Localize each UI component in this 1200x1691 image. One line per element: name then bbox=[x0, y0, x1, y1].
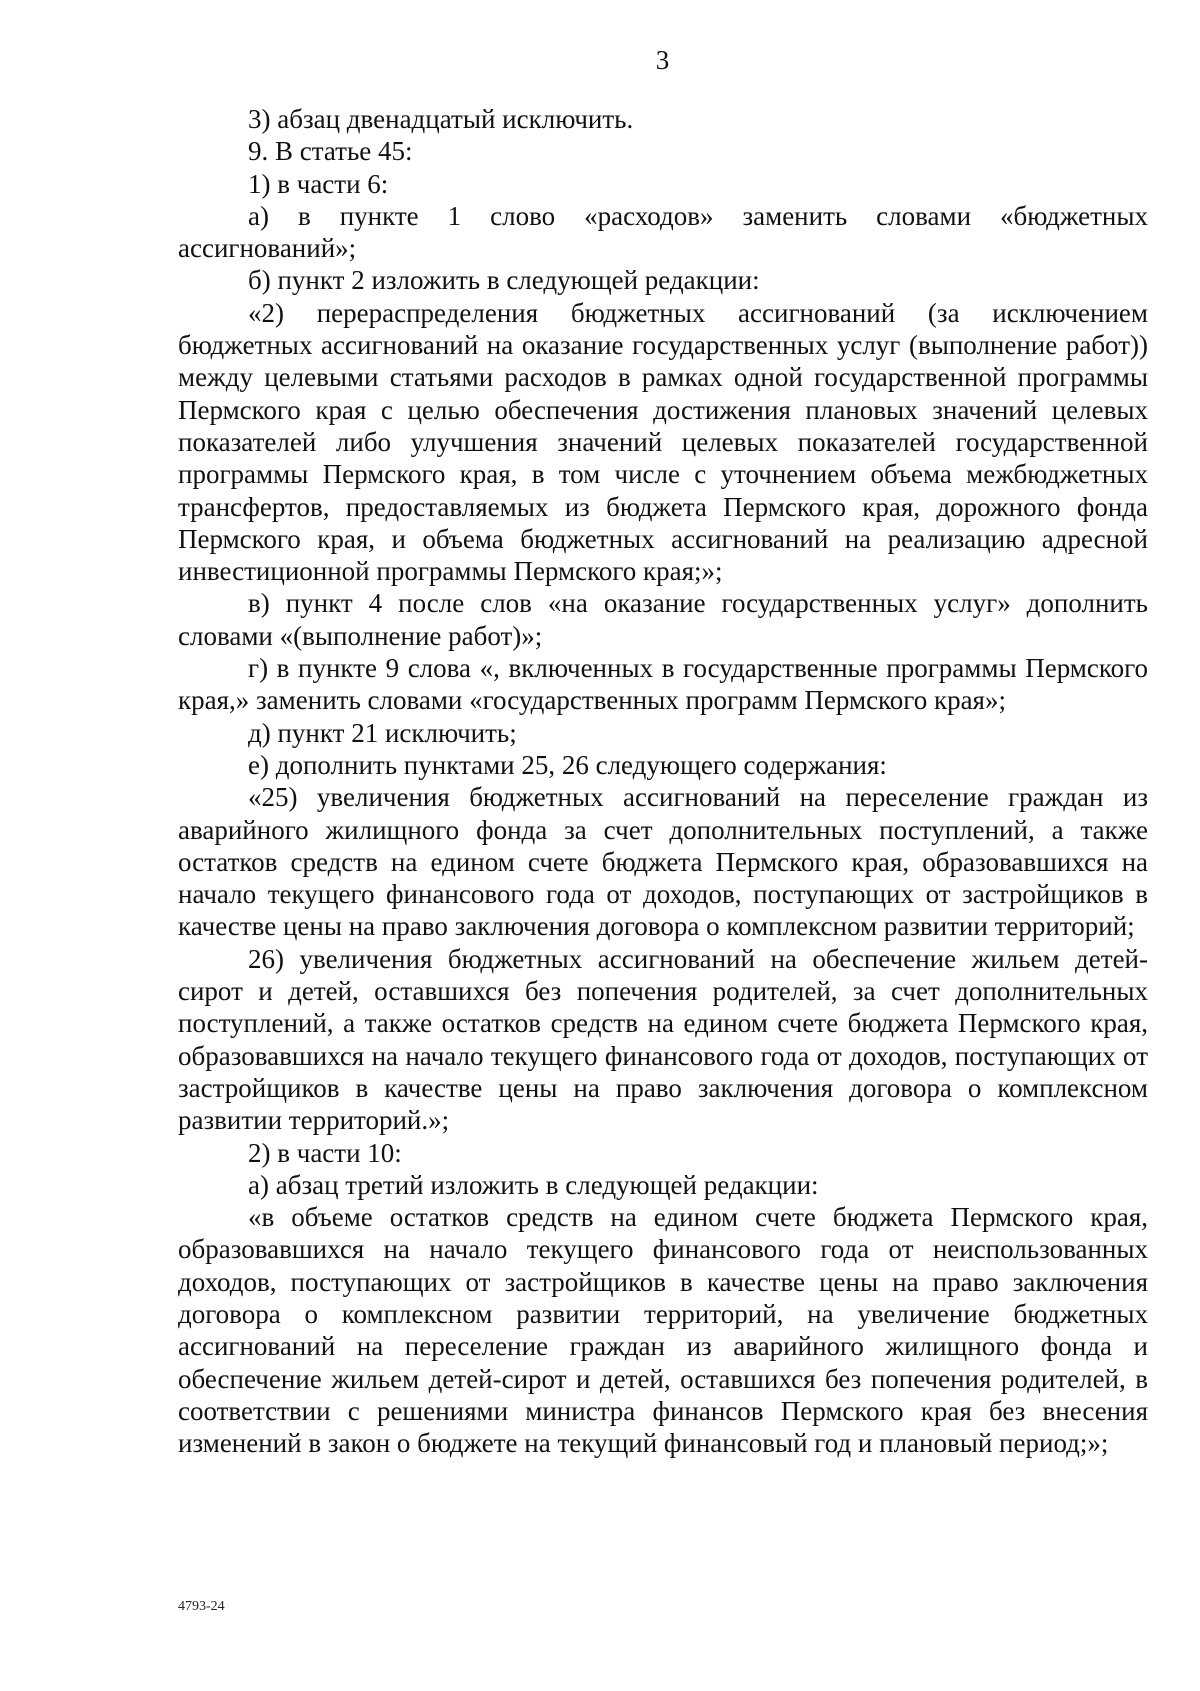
paragraph-abzac-3-text: «в объеме остатков средств на едином счете бюджета Пермского края, образовавшихся на начало текущего финансового года от неиспользованных доходов, поступающих от застройщиков в качестве цены на право заключения договора о комплексном развитии территорий, на увеличение бюджетных ассигнований на переселение граждан из аварийного жилищного фонда и обеспечение жильем детей-сирот и детей, оставшихся без попечения родителей, в соответствии с решениями министра финансов Пермского края без внесения изменений в закон о бюджете на текущий финансовый год и плановый период;»; bbox=[178, 1202, 1148, 1459]
paragraph-item-3-clause: 3) абзац двенадцатый исключить. bbox=[248, 104, 634, 134]
paragraph-item-b: б) пункт 2 изложить в следующей редакции: bbox=[248, 265, 760, 296]
document-body bbox=[178, 103, 1148, 1459]
paragraph-article-45-heading: 9. В статье 45: bbox=[248, 136, 413, 167]
paragraph-point-2-text: «2) перераспределения бюджетных ассигнований (за исключением бюджетных ассигнований на оказание государственных услуг (выполнение работ)) между целевыми статьями расходов в рамках одной государственной программы Пермского края с целью обеспечения достижения плановых значений целевых показателей либо улучшения значений целевых показателей государственной программы Пермского края, в том числе с уточнением объема межбюджетных трансфертов, предоставляемых из бюджета Пермского края, дорожного фонда Пермского края, и объема бюджетных ассигнований на реализацию адресной инвестиционной программы Пермского края;»; bbox=[178, 297, 1148, 587]
paragraph-item-g: г) в пункте 9 слова «, включенных в государственные программы Пермского края,» заменить словами «государственных программ Пермского края»; bbox=[178, 653, 1148, 716]
paragraph-item-a: а) в пункте 1 слово «расходов» заменить словами «бюджетных ассигнований»; bbox=[178, 200, 1148, 264]
paragraph-item-e: е) дополнить пунктами 25, 26 следующего содержания: bbox=[248, 749, 887, 780]
paragraph-point-26-text: 26) увеличения бюджетных ассигнований на обеспечение жильем детей-сирот и детей, оставшихся без попечения родителей, за счет дополнительных поступлений, а также остатков средств на едином счете бюджета Пермского края, образовавшихся на начало текущего финансового года от доходов, поступающих от застройщиков в качестве цены на право заключения договора о комплексном развитии территорий.»; bbox=[178, 943, 1148, 1136]
paragraph-part-10-heading: 2) в части 10: bbox=[248, 1137, 402, 1168]
paragraph-item-d: д) пункт 21 исключить; bbox=[248, 717, 517, 748]
document-code: 4793-24 bbox=[178, 1599, 225, 1614]
paragraph-item-v: в) пункт 4 после слов «на оказание государственных услуг» дополнить словами «(выполнение работ)»; bbox=[178, 588, 1148, 651]
paragraph-part-6-heading: 1) в части 6: bbox=[248, 168, 389, 199]
paragraph-item-a-part-10: а) абзац третий изложить в следующей редакции: bbox=[248, 1169, 819, 1200]
paragraph-point-25-text: «25) увеличения бюджетных ассигнований на переселение граждан из аварийного жилищного фонда за счет дополнительных поступлений, а также остатков средств на едином счете бюджета Пермского края, образовавшихся на начало текущего финансового года от доходов, поступающих от застройщиков в качестве цены на право заключения договора о комплексном развитии территорий; bbox=[178, 782, 1148, 942]
page-number: 3 bbox=[655, 45, 670, 75]
